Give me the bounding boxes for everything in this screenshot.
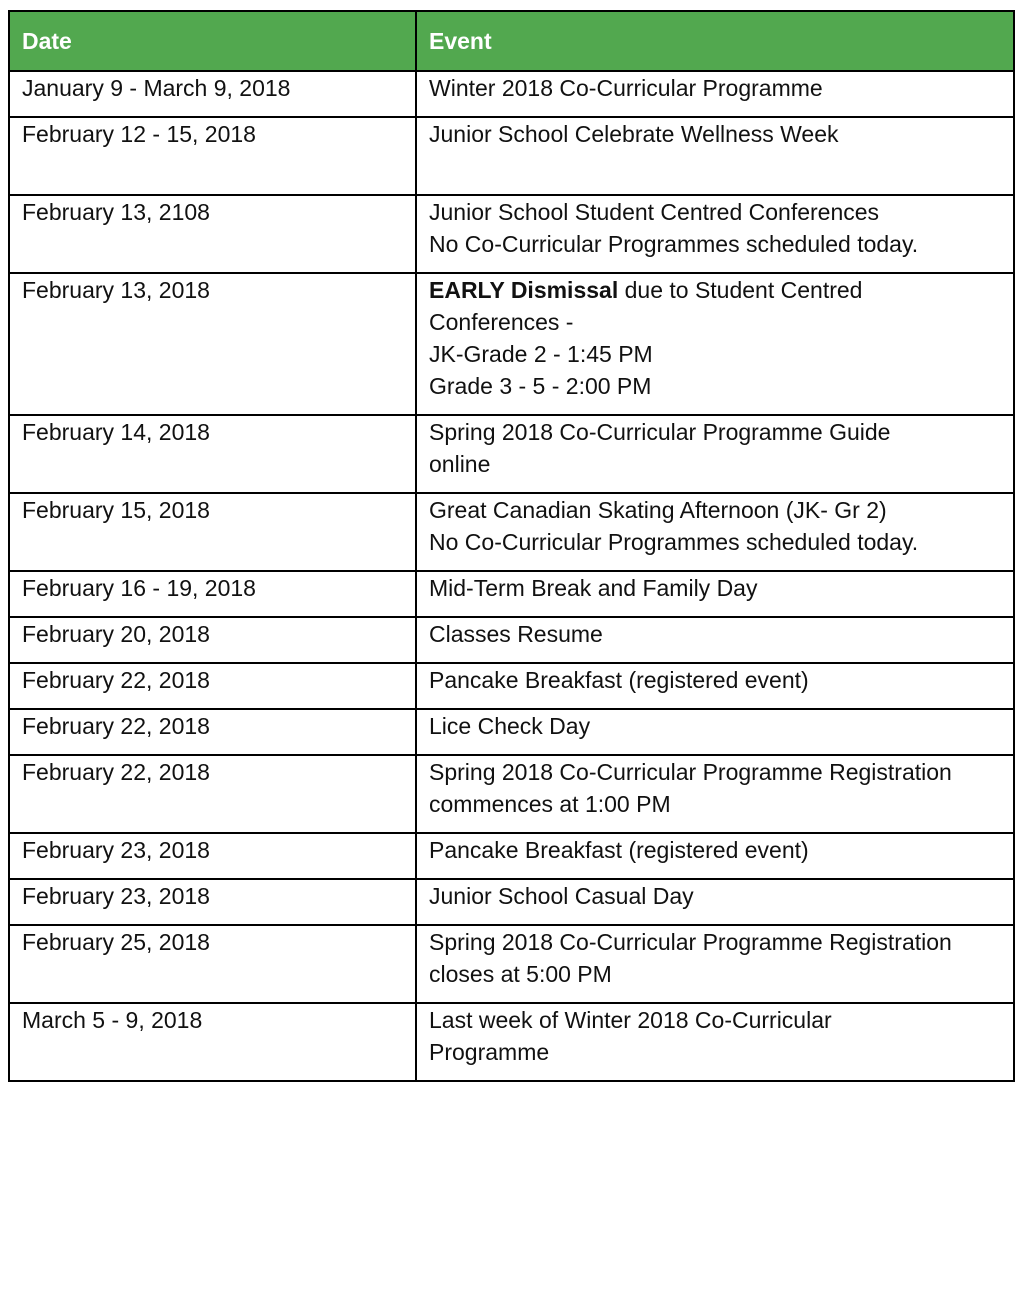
table-row (9, 415, 1014, 493)
event-cell (416, 493, 1014, 571)
event-line: online (429, 451, 491, 477)
event-cell (416, 833, 1014, 879)
event-line: Spring 2018 Co-Curricular Programme Registration (429, 929, 952, 955)
table-row (9, 493, 1014, 571)
date-cell: February 12 - 15, 2018 (9, 117, 416, 195)
table-row (9, 273, 1014, 415)
event-cell (416, 925, 1014, 1003)
event-cell (416, 415, 1014, 493)
event-line: Conferences - (429, 309, 574, 335)
event-line: No Co-Curricular Programmes scheduled today. (429, 529, 919, 555)
event-cell (416, 755, 1014, 833)
header-row (9, 11, 1014, 71)
event-line: Lice Check Day (429, 713, 591, 739)
table-row (9, 117, 1014, 195)
event-cell (416, 273, 1014, 415)
table-row (9, 663, 1014, 709)
event-cell (416, 709, 1014, 755)
event-line (429, 274, 1001, 306)
event-line: Classes Resume (429, 621, 603, 647)
event-cell (416, 1003, 1014, 1081)
event-line: closes at 5:00 PM (429, 961, 612, 987)
event-cell (416, 663, 1014, 709)
date-cell: February 25, 2018 (9, 925, 416, 1003)
date-cell: February 13, 2018 (9, 273, 416, 415)
event-line: Programme (429, 1039, 550, 1065)
event-line: Grade 3 - 5 - 2:00 PM (429, 373, 652, 399)
date-cell: February 22, 2018 (9, 755, 416, 833)
event-line: Junior School Student Centred Conferences (429, 199, 880, 225)
date-cell: February 22, 2018 (9, 663, 416, 709)
event-line: Spring 2018 Co-Curricular Programme Guide (429, 419, 891, 445)
table-row (9, 617, 1014, 663)
event-cell (416, 617, 1014, 663)
event-cell (416, 571, 1014, 617)
date-cell: February 23, 2018 (9, 879, 416, 925)
event-line: Junior School Casual Day (429, 883, 694, 909)
table-row (9, 709, 1014, 755)
table-row (9, 571, 1014, 617)
event-line: No Co-Curricular Programmes scheduled today. (429, 231, 919, 257)
event-line: Junior School Celebrate Wellness Week (429, 121, 839, 147)
event-line: Winter 2018 Co-Curricular Programme (429, 75, 823, 101)
date-cell: February 13, 2108 (9, 195, 416, 273)
date-cell: February 22, 2018 (9, 709, 416, 755)
date-cell: January 9 - March 9, 2018 (9, 71, 416, 117)
date-cell: February 16 - 19, 2018 (9, 571, 416, 617)
table-row (9, 1003, 1014, 1081)
header-date: Date (9, 11, 416, 71)
event-line: Spring 2018 Co-Curricular Programme Registration (429, 759, 952, 785)
date-cell: February 23, 2018 (9, 833, 416, 879)
event-line: Last week of Winter 2018 Co-Curricular (429, 1007, 832, 1033)
event-line: commences at 1:00 PM (429, 791, 671, 817)
header-event: Event (416, 11, 1014, 71)
table-row (9, 195, 1014, 273)
table-row (9, 833, 1014, 879)
early-dismissal-label: EARLY Dismissal (429, 277, 619, 303)
event-cell (416, 195, 1014, 273)
event-line: Mid-Term Break and Family Day (429, 575, 758, 601)
table-row (9, 879, 1014, 925)
event-cell (416, 879, 1014, 925)
events-table (8, 10, 1015, 1082)
event-line-rest: due to Student Centred (618, 277, 863, 303)
event-line: Pancake Breakfast (registered event) (429, 837, 809, 863)
date-cell: March 5 - 9, 2018 (9, 1003, 416, 1081)
event-cell (416, 117, 1014, 195)
table-row (9, 925, 1014, 1003)
event-cell (416, 71, 1014, 117)
date-cell: February 20, 2018 (9, 617, 416, 663)
event-line: Pancake Breakfast (registered event) (429, 667, 809, 693)
date-cell: February 15, 2018 (9, 493, 416, 571)
table-row (9, 755, 1014, 833)
table-row (9, 71, 1014, 117)
event-line: Great Canadian Skating Afternoon (JK- Gr 2) (429, 497, 887, 523)
date-cell: February 14, 2018 (9, 415, 416, 493)
event-line: JK-Grade 2 - 1:45 PM (429, 341, 653, 367)
